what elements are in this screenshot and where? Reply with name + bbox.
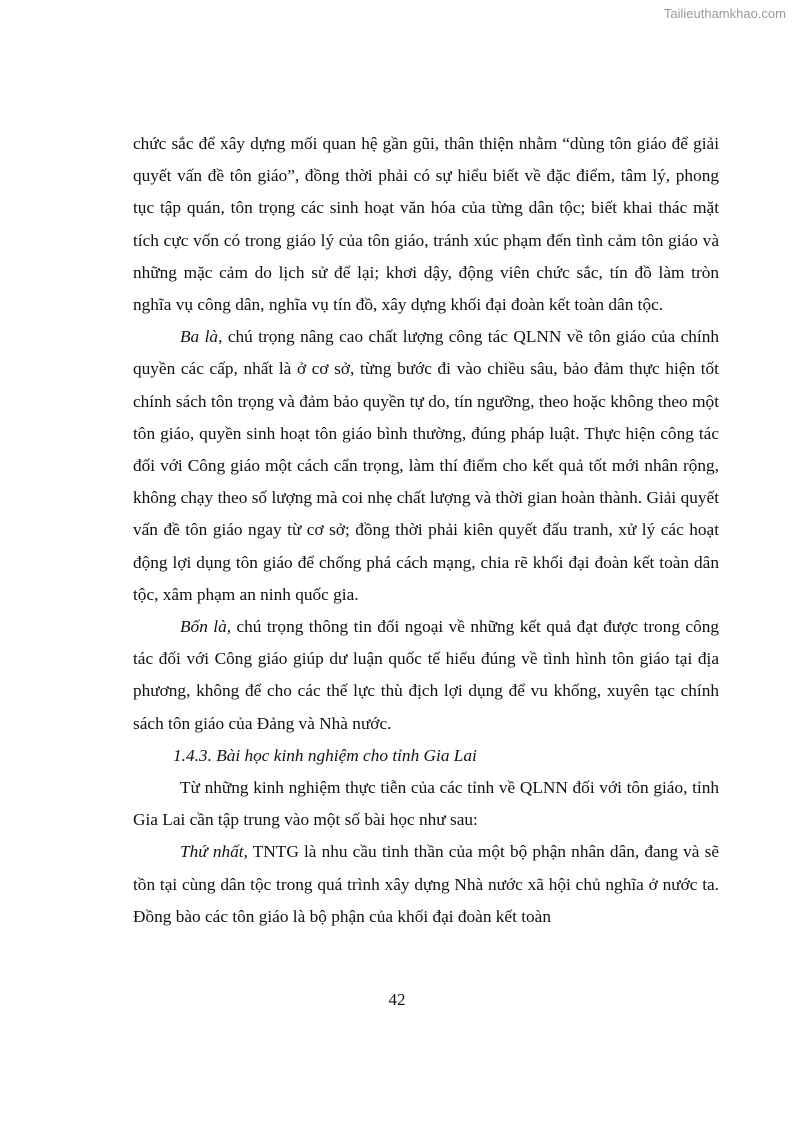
watermark: Tailieuthamkhao.com [663, 6, 786, 21]
paragraph-1: chức sắc để xây dựng mối quan hệ gần gũi, thân thiện nhằm “dùng tôn giáo để giải quyết vấn đề tôn giáo”, đồng thời phải có sự hiểu biết về đặc điểm, tâm lý, phong tục tập quán, tôn trọng các sinh hoạt văn hóa của từng dân tộc; biết khai thác mặt tích cực vốn có trong giáo lý của tôn giáo, tránh xúc phạm đến tình cảm tôn giáo và những mặc cảm do lịch sử để lại; khơi dậy, động viên chức sắc, tín đồ làm tròn nghĩa vụ công dân, nghĩa vụ tín đồ, xây dựng khối đại đoàn kết toàn dân tộc. [133, 134, 719, 315]
paragraph-2 [133, 321, 719, 611]
paragraph-4: Từ những kinh nghiệm thực tiễn của các tỉnh về QLNN đối với tôn giáo, tỉnh Gia Lai cần tập trung vào một số bài học như sau: [133, 778, 719, 830]
paragraph-5-lead: Thứ nhất [180, 842, 244, 862]
paragraph-5 [133, 836, 719, 933]
document-body [133, 128, 719, 933]
section-heading: 1.4.3. Bài học kinh nghiệm cho tỉnh Gia Lai [173, 745, 477, 765]
paragraph-3 [133, 611, 719, 740]
paragraph-2-lead: Ba là, [180, 327, 223, 347]
paragraph-5-text: , TNTG là nhu cầu tinh thần của một bộ phận nhân dân, đang và sẽ tồn tại cùng dân tộc trong quá trình xây dựng Nhà nước xã hội chủ nghĩa ở nước ta. Đồng bào các tôn giáo là bộ phận của khối đại đoàn kết toàn [133, 842, 719, 926]
paragraph-3-lead: Bốn là, [180, 617, 232, 637]
page-number: 42 [388, 990, 406, 1009]
paragraph-2-text: chú trọng nâng cao chất lượng công tác QLNN về tôn giáo của chính quyền các cấp, nhất là ở cơ sở, từng bước đi vào chiều sâu, bảo đảm thực hiện tốt chính sách tôn trọng và đảm bảo quyền tự do, tín ngưỡng, theo hoặc không theo một tôn giáo, quyền sinh hoạt tôn giáo bình thường, đúng pháp luật. Thực hiện công tác đối với Công giáo một cách cẩn trọng, làm thí điểm cho kết quả tốt mới nhân rộng, không chạy theo số lượng mà coi nhẹ chất lượng và thời gian hoàn thành. Giải quyết vấn đề tôn giáo ngay từ cơ sở; đồng thời phải kiên quyết đấu tranh, xử lý các hoạt động lợi dụng tôn giáo để chống phá cách mạng, chia rẽ khối đại đoàn kết toàn dân tộc, xâm phạm an ninh quốc gia. [133, 327, 719, 604]
paragraph-3-text: chú trọng thông tin đối ngoại về những kết quả đạt được trong công tác đối với Công giáo giúp dư luận quốc tế hiểu đúng về tình hình tôn giáo tại địa phương, không để cho các thế lực thù địch lợi dụng để vu khống, xuyên tạc chính sách tôn giáo của Đảng và Nhà nước. [133, 617, 719, 733]
